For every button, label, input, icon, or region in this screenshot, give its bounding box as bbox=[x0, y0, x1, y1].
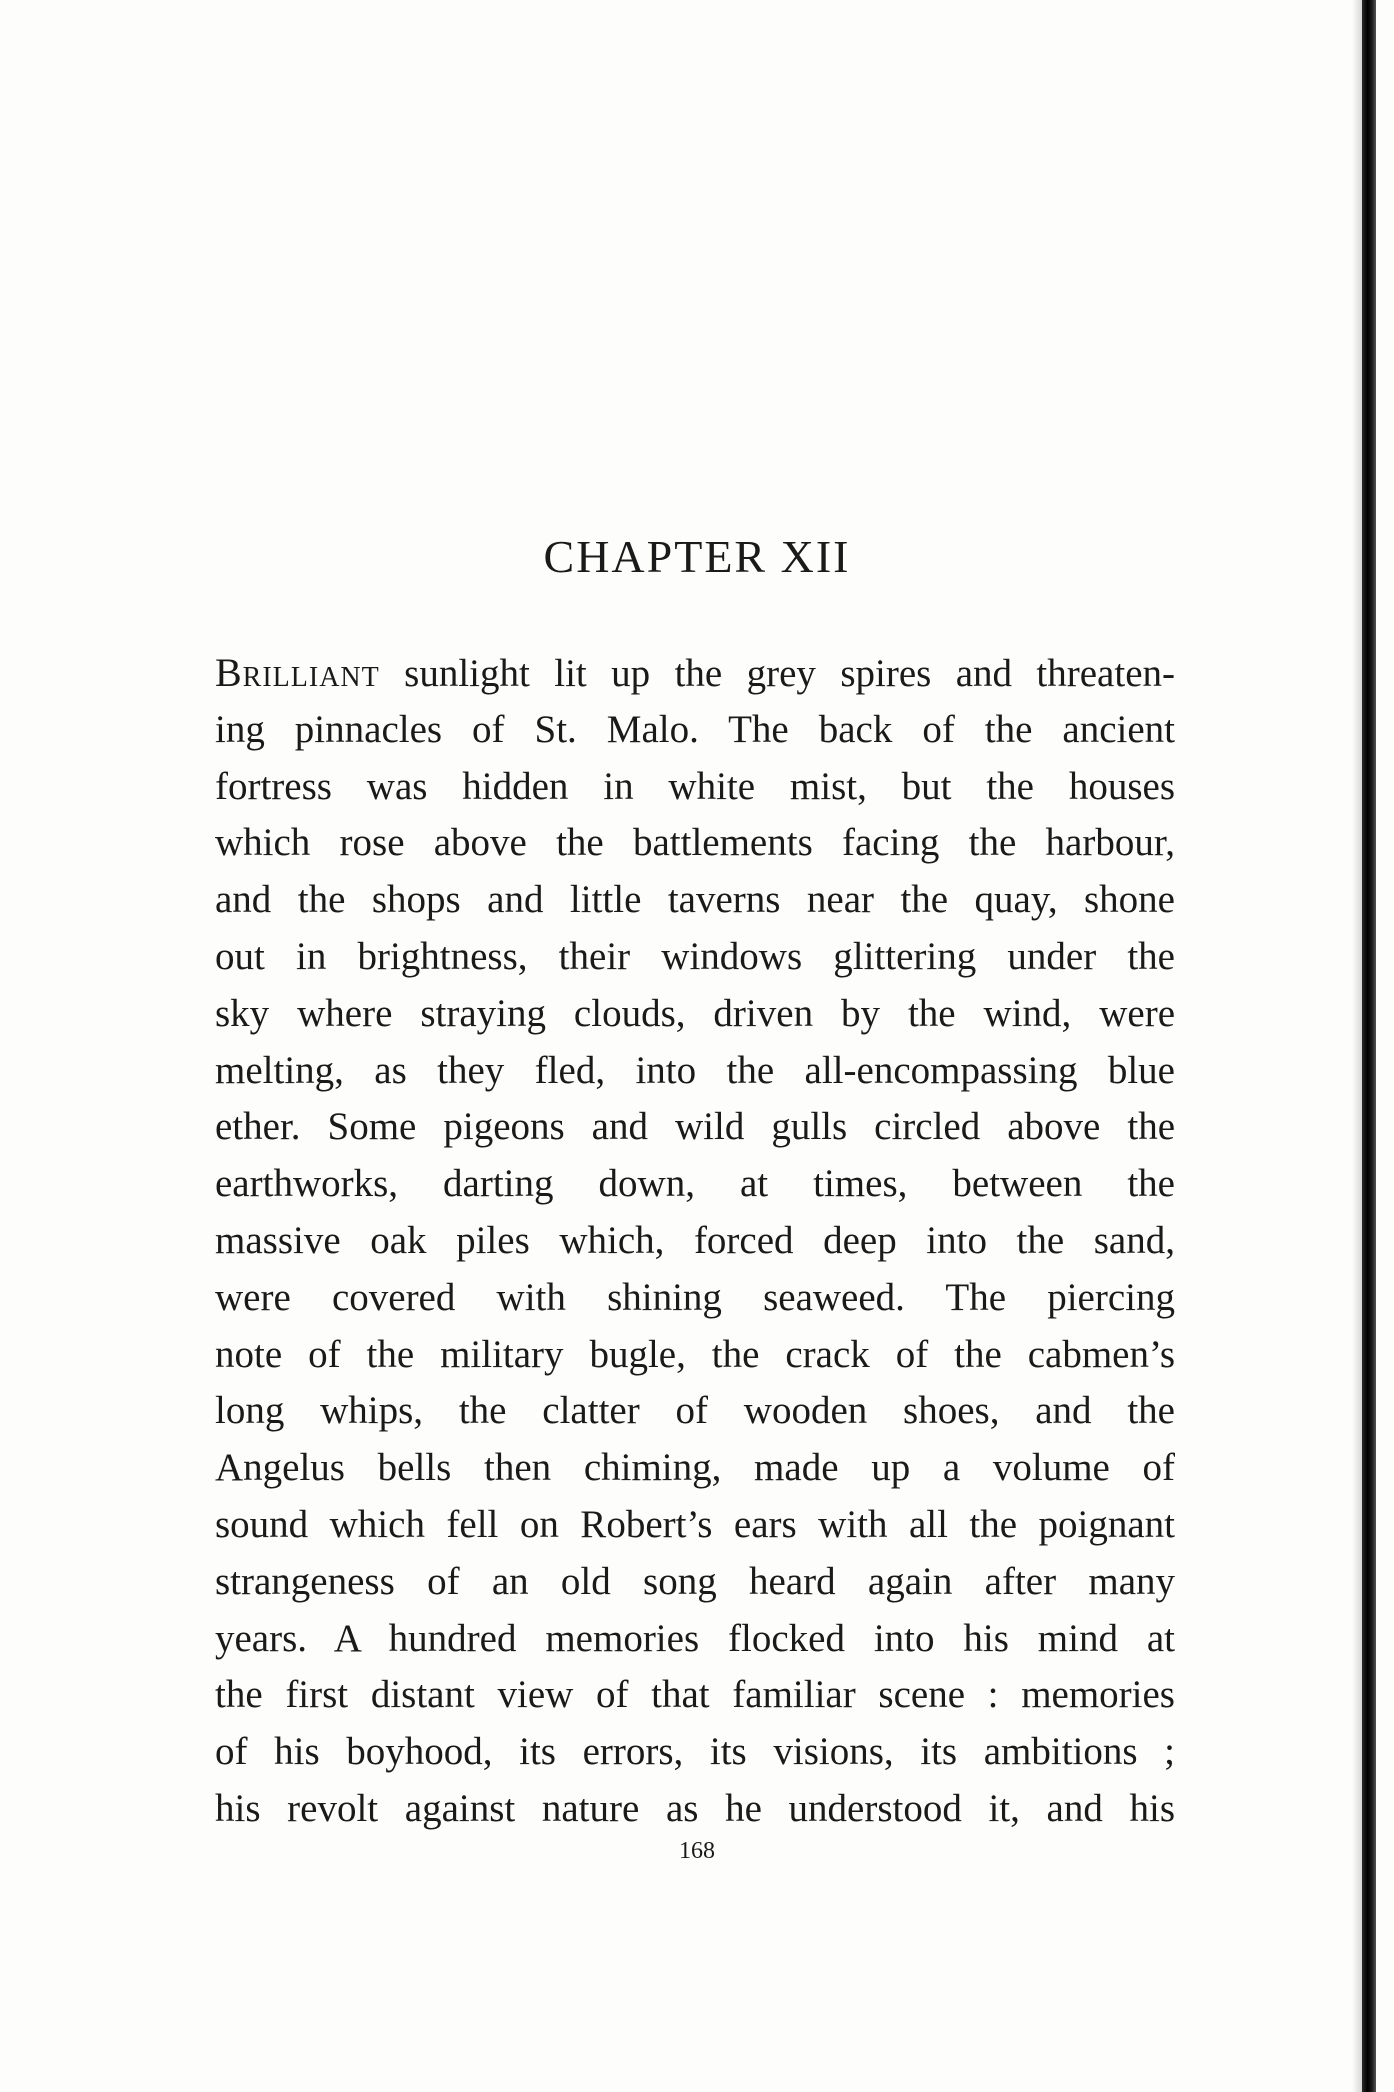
page-number: 168 bbox=[679, 1838, 715, 1864]
first-line-rest: sunlight lit up the grey spires and threaten- bbox=[379, 652, 1175, 695]
text-line: of his boyhood, its errors, its visions, its ambitions ; bbox=[215, 1730, 1175, 1774]
binding-shadow bbox=[1352, 0, 1362, 2092]
text-line: massive oak piles which, forced deep into the sand, bbox=[215, 1218, 1175, 1262]
text-line: Angelus bells then chiming, made up a volume of bbox=[215, 1446, 1175, 1490]
binding-edge bbox=[1362, 0, 1376, 2092]
text-line: ether. Some pigeons and wild gulls circled above the bbox=[215, 1105, 1175, 1149]
text-line: long whips, the clatter of wooden shoes, and the bbox=[215, 1389, 1175, 1433]
text-line: fortress was hidden in white mist, but the houses bbox=[215, 764, 1175, 808]
text-line-1 bbox=[215, 645, 1175, 702]
text-line: were covered with shining seaweed. The piercing bbox=[215, 1275, 1175, 1319]
text-line: years. A hundred memories flocked into his mind at bbox=[215, 1616, 1175, 1660]
text-line: sound which fell on Robert’s ears with all the poignant bbox=[215, 1502, 1175, 1546]
text-line: out in brightness, their windows glittering under the bbox=[215, 934, 1175, 978]
text-line: and the shops and little taverns near the quay, shone bbox=[215, 878, 1175, 922]
text-line: the first distant view of that familiar scene : memories bbox=[215, 1673, 1175, 1717]
text-line: strangeness of an old song heard again after many bbox=[215, 1559, 1175, 1603]
text-line: sky where straying clouds, driven by the wind, were bbox=[215, 991, 1175, 1035]
text-line: note of the military bugle, the crack of the cabmen’s bbox=[215, 1332, 1175, 1376]
text-line: earthworks, darting down, at times, between the bbox=[215, 1162, 1175, 1206]
text-line: ing pinnacles of St. Malo. The back of the ancient bbox=[215, 707, 1175, 751]
text-line: which rose above the battlements facing the harbour, bbox=[215, 821, 1175, 865]
opening-word: Brilliant bbox=[215, 650, 380, 695]
text-line: melting, as they fled, into the all-encompassing blue bbox=[215, 1048, 1175, 1092]
text-line: his revolt against nature as he understood it, and his bbox=[215, 1786, 1175, 1830]
chapter-heading: CHAPTER XII bbox=[543, 531, 851, 582]
body-text bbox=[215, 645, 1175, 1838]
